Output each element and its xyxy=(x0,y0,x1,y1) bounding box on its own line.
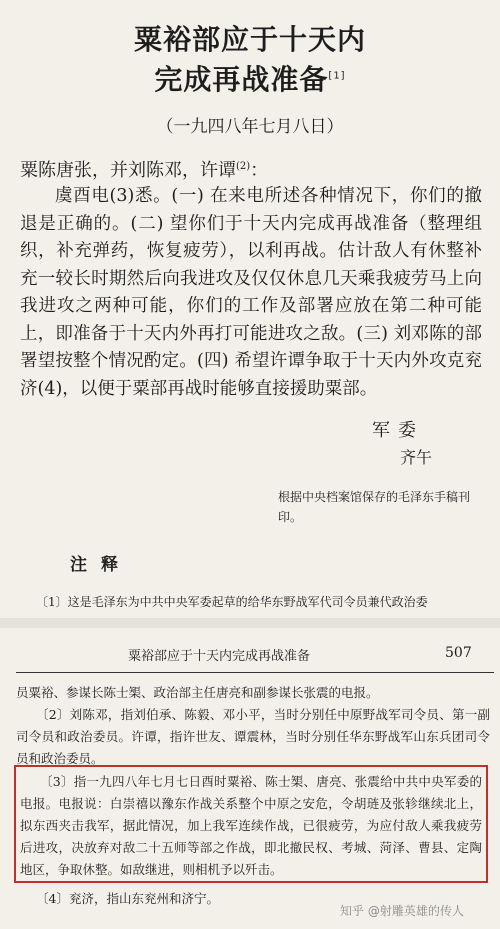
signature-date: 齐午 xyxy=(400,448,433,467)
addressee-line: 粟陈唐张，并刘陈邓，许谭$^{(2)}$： xyxy=(20,160,269,181)
page-break-divider xyxy=(0,618,500,628)
header-rule xyxy=(16,672,494,673)
footnote-4: 〔4〕兖济，指山东兖州和济宁。 xyxy=(36,891,219,906)
signature: 军委 xyxy=(372,420,424,441)
running-header-title: 粟裕部应于十天内完成再战准备 xyxy=(128,649,311,664)
document-date: （一九四八年七月八日） xyxy=(156,117,344,137)
page-number: 507 xyxy=(445,645,472,661)
title-footnote-marker: [1] xyxy=(328,70,346,82)
telegram-body-paragraph: 虞酉电(3)悉。(一) 在来电所述各种情况下，你们的撤退是正确的。(二) 望你们于十天内完成再战准备（整理组织，补充弹药，恢复疲劳），以利再战。估计敌人有休整补充一较长时期然后向我进攻及仅仅休息几天乘我疲劳马上向我进攻之两种可能，你们的工作及部署应放在第二种可能上，即准备于十天内外再打可能进攻之敌。(三) 刘邓陈的部署望按整个情况酌定。(四) 希望许谭争取于十天内外攻克兖济(4)，以便于粟部再战时能够直接援助粟部。 xyxy=(20,186,482,399)
footnote-1-continued: 员粟裕、参谋长陈士榘、政治部主任唐亮和副参谋长张震的电报。 xyxy=(16,685,379,700)
telegram-body xyxy=(20,183,482,403)
source-note: 根据中央档案馆保存的毛泽东手稿刊印。 xyxy=(278,490,471,524)
notes-heading: 注释 xyxy=(70,555,132,575)
highlighted-footnote-3 xyxy=(14,765,488,883)
footnote-1: 〔1〕这是毛泽东为中共中央军委起草的给华东野战军代司令员兼代政治委 xyxy=(36,595,428,609)
document-title-line-2: 完成再战准备[1] xyxy=(154,63,346,96)
footnote-3: 〔3〕指一九四八年七月七日酉时粟裕、陈士榘、唐亮、张震给中共中央军委的电报。电报说：白崇禧以豫东作战关系整个中原之安危，令胡琏及张轸继续北上，拟东西夹击我军，据此情况，加上我军连续作战，已很疲劳，为应付敌人乘我疲劳后进攻，决放弃对敌二十五师等部之作战，即北撤民权、考城、菏泽、曹县、定陶地区，争取休整。如敌继进，则相机予以歼击。 xyxy=(20,774,482,877)
zhihu-watermark: 知乎 @射雕英雄的传人 xyxy=(340,904,464,918)
addressee-footnote-marker: (2) xyxy=(236,161,251,172)
footnote-2: 〔2〕刘陈邓，指刘伯承、陈毅、邓小平，当时分别任中原野战军司令员、第一副司令员和政治委员。许谭，指许世友、谭震林，当时分别任华东野战军山东兵团司令员和政治委员。 xyxy=(16,707,490,766)
document-title-line-1: 粟裕部应于十天内 xyxy=(133,23,366,56)
footnotes-continued xyxy=(16,682,490,770)
